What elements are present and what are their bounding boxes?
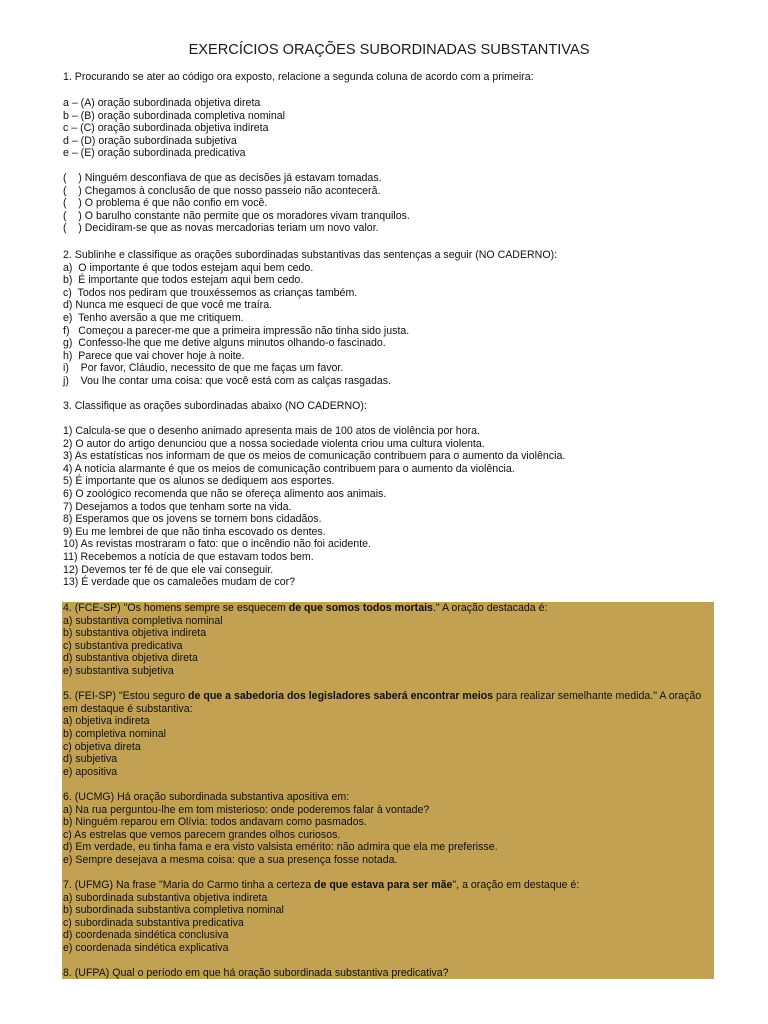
question-text	[63, 602, 711, 615]
page-title: EXERCÍCIOS ORAÇÕES SUBORDINADAS SUBSTANTIVAS	[188, 42, 590, 58]
question-2	[63, 249, 723, 388]
highlighted-multiple-choice-section	[62, 602, 714, 979]
answer-option: c) subordinada substantiva predicativa	[63, 916, 244, 929]
question-3-intro	[63, 400, 723, 413]
question-text: 8. (UFPA) Qual o período em que há oração subordinada substantiva predicativa?	[63, 967, 449, 980]
sentence-item: j) Vou lhe contar uma coisa: que você está com as calças rasgadas.	[63, 374, 391, 387]
highlighted-clause: de que estava para ser mãe	[314, 879, 453, 892]
match-item: ( ) O barulho constante não permite que os moradores vivam tranquilos.	[63, 209, 410, 222]
sentence-item: 11) Recebemos a notícia de que estavam todos bem.	[63, 550, 314, 563]
legend-item: e – (E) oração subordinada predicativa	[63, 147, 246, 160]
sentence-item: d) Nunca me esqueci de que você me traíra.	[63, 299, 273, 312]
answer-option: c) As estrelas que vemos parecem grandes olhos curiosos.	[63, 828, 341, 841]
answer-option: b) substantiva objetiva indireta	[63, 627, 207, 640]
answer-option: e) coordenada sindética explicativa	[63, 942, 229, 955]
answer-option: a) objetiva indireta	[63, 715, 150, 728]
answer-option: d) subjetiva	[63, 753, 118, 766]
question-text	[63, 879, 711, 892]
sentence-item: b) É importante que todos estejam aqui bem cedo.	[63, 274, 304, 287]
answer-option: c) objetiva direta	[63, 740, 141, 753]
question-text: 2. Sublinhe e classifique as orações subordinadas substantivas das sentenças a seguir (NO CADERNO):	[63, 249, 558, 261]
sentence-item: 13) É verdade que os camaleões mudam de cor?	[63, 576, 296, 589]
answer-option: b) Ninguém reparou em Olívia: todos andavam como pasmados.	[63, 816, 367, 829]
sentence-item: 10) As revistas mostraram o fato: que o incêndio não foi acidente.	[63, 538, 371, 551]
answer-option: b) completiva nominal	[63, 727, 167, 740]
question-7	[63, 879, 711, 955]
highlighted-clause: de que somos todos mortais	[288, 602, 433, 614]
sentence-item: 3) As estatísticas nos informam de que os meios de comunicação contribuem para o aumento da violência.	[63, 450, 566, 463]
answer-option: e) substantiva subjetiva	[63, 664, 174, 677]
sentence-item: 4) A notícia alarmante é que os meios de comunicação contribuem para o aumento da violência.	[63, 462, 515, 475]
sentence-item: 2) O autor do artigo denunciou que a nossa sociedade violenta criou uma cultura violenta.	[63, 437, 485, 450]
sentence-item: h) Parece que vai chover hoje à noite.	[63, 349, 245, 362]
sentence-item: 1) Calcula-se que o desenho animado apresenta mais de 100 atos de violência por hora.	[63, 425, 480, 437]
highlighted-clause: de que a sabedoria dos legisladores saberá encontrar meios	[188, 690, 494, 703]
sentence-item: 7) Desejamos a todos que tenham sorte na vida.	[63, 500, 292, 513]
question-text: 6. (UCMG) Há oração subordinada substantiva apositiva em:	[63, 790, 350, 803]
question-text: 3. Classifique as orações subordinadas abaixo (NO CADERNO):	[63, 400, 367, 412]
question-6	[63, 791, 711, 867]
sentence-item: 9) Eu me lembrei de que não tinha escovado os dentes.	[63, 525, 326, 538]
question-4	[63, 602, 711, 678]
legend-item: d – (D) oração subordinada subjetiva	[63, 134, 237, 147]
sentence-item: 12) Devemos ter fé de que ele vai conseguir.	[63, 563, 274, 576]
sentence-item: i) Por favor, Cláudio, necessito de que me faças um favor.	[63, 362, 344, 375]
match-item: ( ) Chegamos à conclusão de que nosso passeio não aconteceră.	[63, 184, 381, 197]
match-item: ( ) Ninguém desconfiava de que as decisões já estavam tomadas.	[63, 172, 382, 184]
match-item: ( ) O problema é que não confio em você.	[63, 197, 268, 210]
question-text: 1. Procurando se ater ao código ora exposto, relacione a segunda coluna de acordo com a primeira:	[63, 71, 534, 83]
question-1-intro	[63, 71, 723, 84]
question-5	[63, 690, 711, 778]
sentence-item: 8) Esperamos que os jovens se tornem bons cidadãos.	[63, 513, 322, 526]
question-suffix: ." A oração destacada é:	[432, 602, 548, 614]
match-item: ( ) Decidiram-se que as novas mercadorias teriam um novo valor.	[63, 222, 379, 235]
answer-option: a) substantiva completiva nominal	[63, 614, 223, 627]
question-suffix: para realizar semelhante medida." A oração em destaque é substantiva:	[63, 690, 702, 715]
sentence-item: c) Todos nos pediram que trouxéssemos as crianças também.	[63, 286, 358, 299]
legend-item: b – (B) oração subordinada completiva nominal	[63, 109, 286, 122]
answer-option: a) Na rua perguntou-lhe em tom misterioso: onde poderemos falar à vontade?	[63, 803, 430, 816]
answer-option: c) substantiva predicativa	[63, 639, 183, 652]
answer-option: b) subordinada substantiva completiva nominal	[63, 904, 284, 917]
question-prefix: 7. (UFMG) Na frase "Maria do Carmo tinha a certeza	[63, 879, 315, 892]
answer-option: e) Sempre desejava a mesma coisa: que a sua presença fosse notada.	[63, 853, 398, 866]
answer-option: d) Em verdade, eu tinha fama e era visto valsista emérito: não admira que ela me preferisse.	[63, 841, 498, 854]
question-3-items	[63, 425, 723, 589]
sentence-item: f) Começou a parecer-me que a primeira impressão não tinha sido justa.	[63, 324, 410, 337]
question-prefix: 4. (FCE-SP) "Os homens sempre se esquecem	[63, 602, 289, 614]
sentence-item: e) Tenho aversão a que me critiquem.	[63, 311, 244, 324]
answer-option: a) subordinada substantiva objetiva indireta	[63, 891, 268, 904]
question-8	[63, 967, 711, 980]
question-prefix: 5. (FEI-SP) "Estou seguro	[63, 690, 189, 703]
legend-item: a – (A) oração subordinada objetiva direta	[63, 97, 261, 109]
sentence-item: 6) O zoológico recomenda que não se ofereça alimento aos animais.	[63, 487, 387, 500]
question-1-legend	[63, 97, 723, 160]
question-1-items	[63, 172, 723, 235]
sentence-item: a) O importante é que todos estejam aqui bem cedo.	[63, 261, 314, 274]
answer-option: d) substantiva objetiva direta	[63, 652, 198, 665]
sentence-item: 5) É importante que os alunos se dediquem aos esportes.	[63, 475, 335, 488]
legend-item: c – (C) oração subordinada objetiva indireta	[63, 122, 269, 135]
sentence-item: g) Confesso-lhe que me detive alguns minutos olhando-o fascinado.	[63, 337, 386, 350]
answer-option: d) coordenada sindética conclusiva	[63, 929, 229, 942]
question-text	[63, 690, 711, 715]
answer-option: e) apositiva	[63, 765, 118, 778]
question-suffix: ", a oração em destaque é:	[452, 879, 580, 892]
